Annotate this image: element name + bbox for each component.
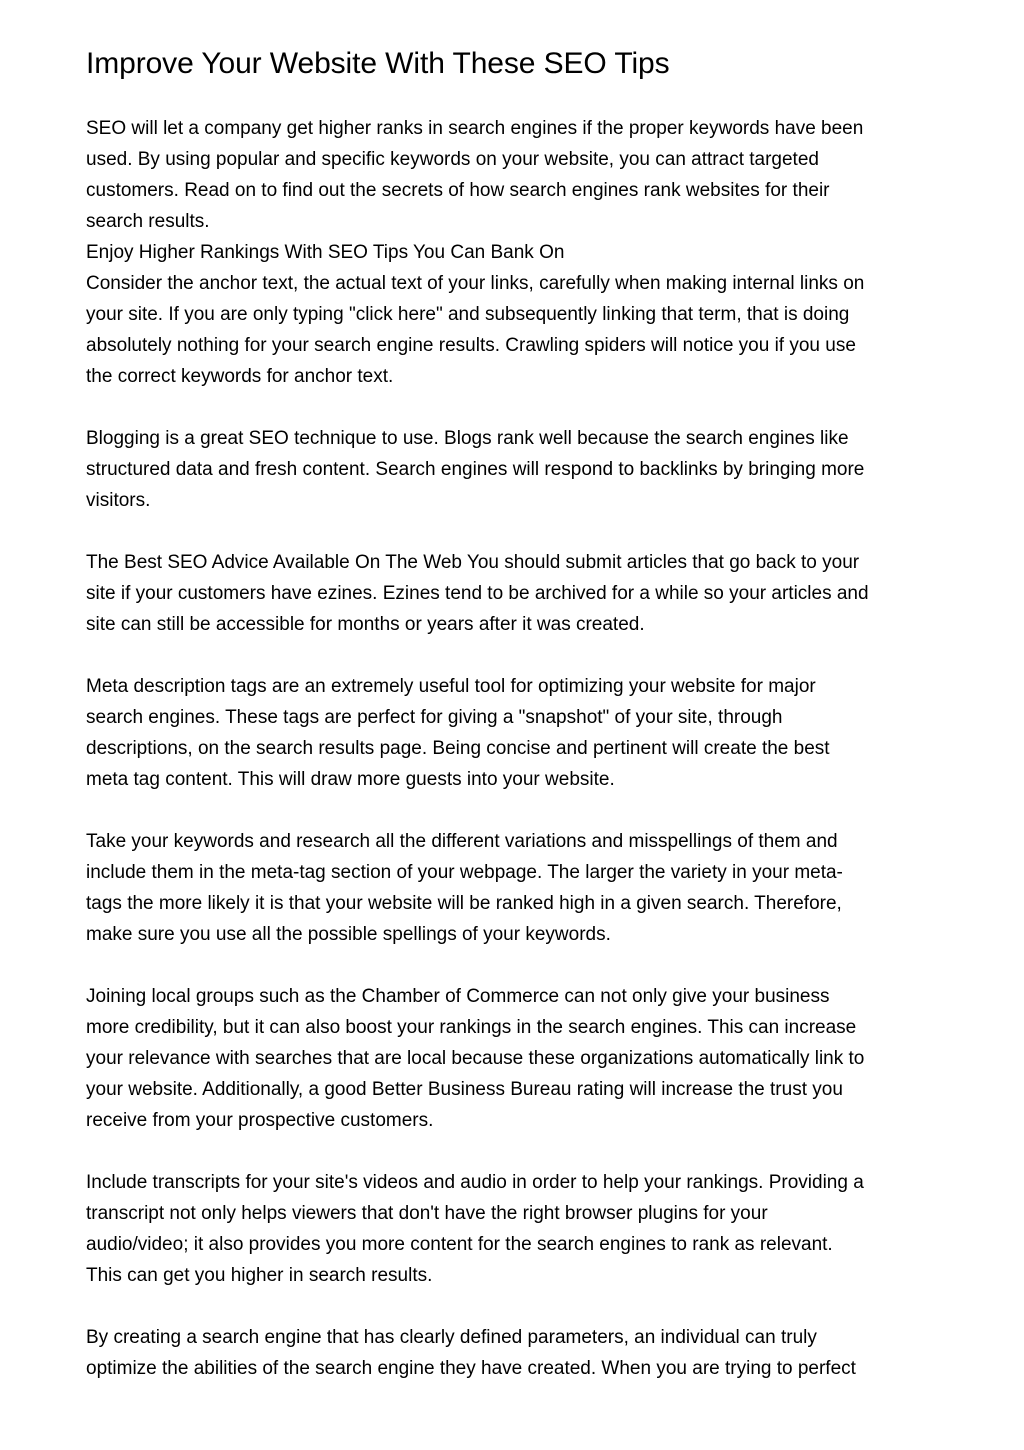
paragraph <box>86 1167 946 1291</box>
paragraph-line: By creating a search engine that has clearly defined parameters, an individual can truly <box>86 1327 817 1348</box>
paragraph-line: your website. Additionally, a good Better Business Bureau rating will increase the trust you <box>86 1079 843 1100</box>
paragraph-line: search results. <box>86 211 210 232</box>
paragraph-line: Blogging is a great SEO technique to use. Blogs rank well because the search engines like <box>86 428 849 449</box>
paragraph <box>86 1322 946 1384</box>
paragraph-line: more credibility, but it can also boost your rankings in the search engines. This can increase <box>86 1017 857 1038</box>
paragraph-line: Enjoy Higher Rankings With SEO Tips You Can Bank On <box>86 242 565 263</box>
paragraph-line: tags the more likely it is that your website will be ranked high in a given search. Therefore, <box>86 893 842 914</box>
paragraph-line: Include transcripts for your site's videos and audio in order to help your rankings. Providing a <box>86 1172 864 1193</box>
page-title: Improve Your Website With These SEO Tips <box>86 47 670 80</box>
paragraph-spacer <box>86 795 946 826</box>
paragraph-line: customers. Read on to find out the secrets of how search engines rank websites for their <box>86 180 830 201</box>
paragraph-line: used. By using popular and specific keywords on your website, you can attract targeted <box>86 149 819 170</box>
paragraph-line: Joining local groups such as the Chamber of Commerce can not only give your business <box>86 986 830 1007</box>
paragraph-line: the correct keywords for anchor text. <box>86 366 394 387</box>
paragraph-spacer <box>86 640 946 671</box>
paragraph-spacer <box>86 516 946 547</box>
paragraph-line: visitors. <box>86 490 151 511</box>
paragraph-spacer <box>86 950 946 981</box>
paragraph-line: Meta description tags are an extremely useful tool for optimizing your website for major <box>86 676 816 697</box>
paragraph-line: receive from your prospective customers. <box>86 1110 434 1131</box>
paragraph-line: your site. If you are only typing "click here" and subsequently linking that term, that is doing <box>86 304 850 325</box>
paragraph-line: audio/video; it also provides you more content for the search engines to rank as relevant. <box>86 1234 833 1255</box>
paragraph-line: Take your keywords and research all the different variations and misspellings of them and <box>86 831 838 852</box>
paragraph <box>86 671 946 795</box>
article-body <box>86 113 946 1384</box>
paragraph-line: optimize the abilities of the search engine they have created. When you are trying to perfect <box>86 1358 856 1379</box>
paragraph-line: include them in the meta-tag section of your webpage. The larger the variety in your meta- <box>86 862 843 883</box>
paragraph-spacer <box>86 1291 946 1322</box>
paragraph-line: absolutely nothing for your search engine results. Crawling spiders will notice you if you use <box>86 335 856 356</box>
paragraph-spacer <box>86 392 946 423</box>
paragraph-line: search engines. These tags are perfect for giving a "snapshot" of your site, through <box>86 707 783 728</box>
paragraph <box>86 547 946 640</box>
paragraph-spacer <box>86 1136 946 1167</box>
paragraph <box>86 981 946 1136</box>
paragraph-line: site if your customers have ezines. Ezines tend to be archived for a while so your articles and <box>86 583 869 604</box>
paragraph-line: descriptions, on the search results page. Being concise and pertinent will create the best <box>86 738 830 759</box>
paragraph-line: meta tag content. This will draw more guests into your website. <box>86 769 615 790</box>
paragraph <box>86 423 946 516</box>
paragraph-line: Consider the anchor text, the actual text of your links, carefully when making internal links on <box>86 273 865 294</box>
paragraph-line: This can get you higher in search results. <box>86 1265 433 1286</box>
paragraph-line: The Best SEO Advice Available On The Web You should submit articles that go back to your <box>86 552 860 573</box>
paragraph-line: structured data and fresh content. Search engines will respond to backlinks by bringing more <box>86 459 865 480</box>
paragraph <box>86 113 946 392</box>
paragraph-line: site can still be accessible for months or years after it was created. <box>86 614 645 635</box>
paragraph-line: your relevance with searches that are local because these organizations automatically link to <box>86 1048 865 1069</box>
paragraph <box>86 826 946 950</box>
paragraph-line: transcript not only helps viewers that don't have the right browser plugins for your <box>86 1203 768 1224</box>
paragraph-line: make sure you use all the possible spellings of your keywords. <box>86 924 611 945</box>
paragraph-line: SEO will let a company get higher ranks in search engines if the proper keywords have been <box>86 118 864 139</box>
